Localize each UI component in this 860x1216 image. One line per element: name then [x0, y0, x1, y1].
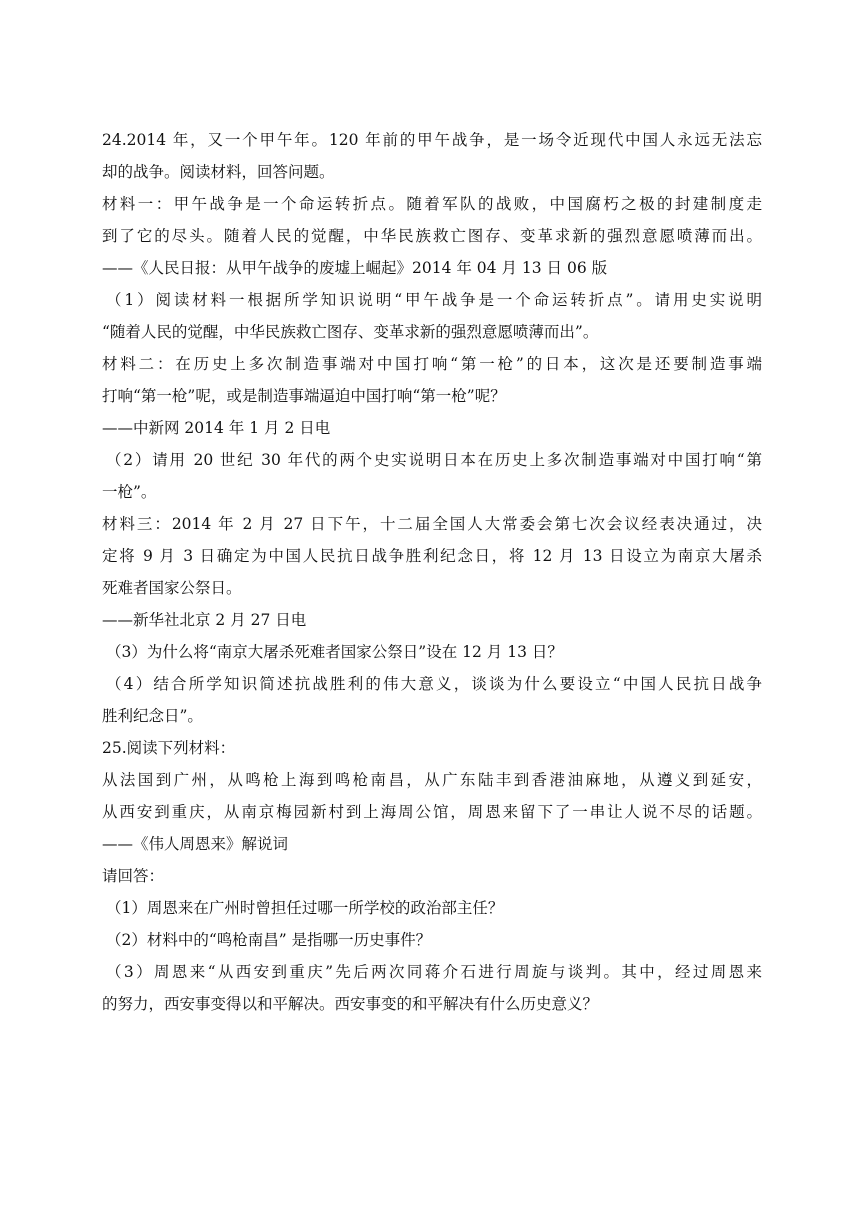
material-1-line-2: 到了它的尽头。随着人民的觉醒，中华民族救亡图存、变革求新的强烈意愿喷薄而出。: [102, 227, 762, 245]
q25-material-source: ——《伟人周恩来》解说词: [102, 835, 289, 853]
q25-material-line-2: 从西安到重庆，从南京梅园新村到上海周公馆，周恩来留下了一串让人说不尽的话题。: [102, 803, 762, 821]
material-1-source: ——《人民日报：从甲午战争的废墟上崛起》2014 年 04 月 13 日 06 版: [102, 259, 608, 277]
q25-sub-3-line-2: 的努力，西安事变得以和平解决。西安事变的和平解决有什么历史意义？: [102, 995, 599, 1013]
material-2-line-2: 打响“第一枪”呢，或是制造事端逼迫中国打响“第一枪”呢？: [102, 387, 506, 405]
q25-sub-3-line-1: （3）周恩来“从西安到重庆”先后两次同蒋介石进行周旋与谈判。其中，经过周恩来: [106, 963, 762, 981]
q24-sub-4-line-1: （4）结合所学知识简述抗战胜利的伟大意义，谈谈为什么要设立“中国人民抗日战争: [106, 675, 762, 693]
q24-sub-1-line-1: （1）阅读材料一根据所学知识说明“甲午战争是一个命运转折点”。请用史实说明: [106, 291, 762, 309]
q24-stem-line-1: 24.2014 年，又一个甲午年。120 年前的甲午战争，是一场令近现代中国人永远无法忘: [102, 131, 762, 149]
material-3-line-2: 定将 9 月 3 日确定为中国人民抗日战争胜利纪念日，将 12 月 13 日设立为南京大屠杀: [102, 547, 762, 565]
q24-sub-4-line-2: 胜利纪念日”。: [102, 707, 203, 725]
q25-stem: 25.阅读下列材料：: [102, 739, 236, 757]
material-2-source: ——中新网 2014 年 1 月 2 日电: [102, 419, 331, 437]
q24-sub-1-line-2: “随着人民的觉醒，中华民族救亡图存、变革求新的强烈意愿喷薄而出”。: [102, 323, 599, 341]
material-3-line-1: 材料三：2014 年 2 月 27 日下午，十二届全国人大常委会第七次会议经表决通过，决: [102, 515, 762, 533]
q24-sub-3: （3）为什么将“南京大屠杀死难者国家公祭日”设在 12 月 13 日？: [106, 643, 563, 661]
material-1-line-1: 材料一：甲午战争是一个命运转折点。随着军队的战败，中国腐朽之极的封建制度走: [102, 195, 762, 213]
q24-sub-2-line-2: 一枪”。: [102, 483, 157, 501]
material-3-source: ——新华社北京 2 月 27 日电: [102, 611, 307, 629]
q25-sub-1: （1）周恩来在广州时曾担任过哪一所学校的政治部主任？: [106, 899, 504, 917]
q25-prompt: 请回答：: [102, 867, 165, 885]
material-3-line-3: 死难者国家公祭日。: [102, 579, 242, 597]
q25-sub-2: （2）材料中的“鸣枪南昌” 是指哪一历史事件？: [106, 931, 432, 949]
material-2-line-1: 材料二：在历史上多次制造事端对中国打响“第一枪”的日本，这次是还要制造事端: [102, 355, 762, 373]
document-page: [102, 124, 762, 1020]
q24-sub-2-line-1: （2）请用 20 世纪 30 年代的两个史实说明日本在历史上多次制造事端对中国打响“第: [106, 451, 762, 469]
q25-material-line-1: 从法国到广州，从鸣枪上海到鸣枪南昌，从广东陆丰到香港油麻地，从遵义到延安，: [102, 771, 762, 789]
q24-stem-line-2: 却的战争。阅读材料，回答问题。: [102, 163, 335, 181]
